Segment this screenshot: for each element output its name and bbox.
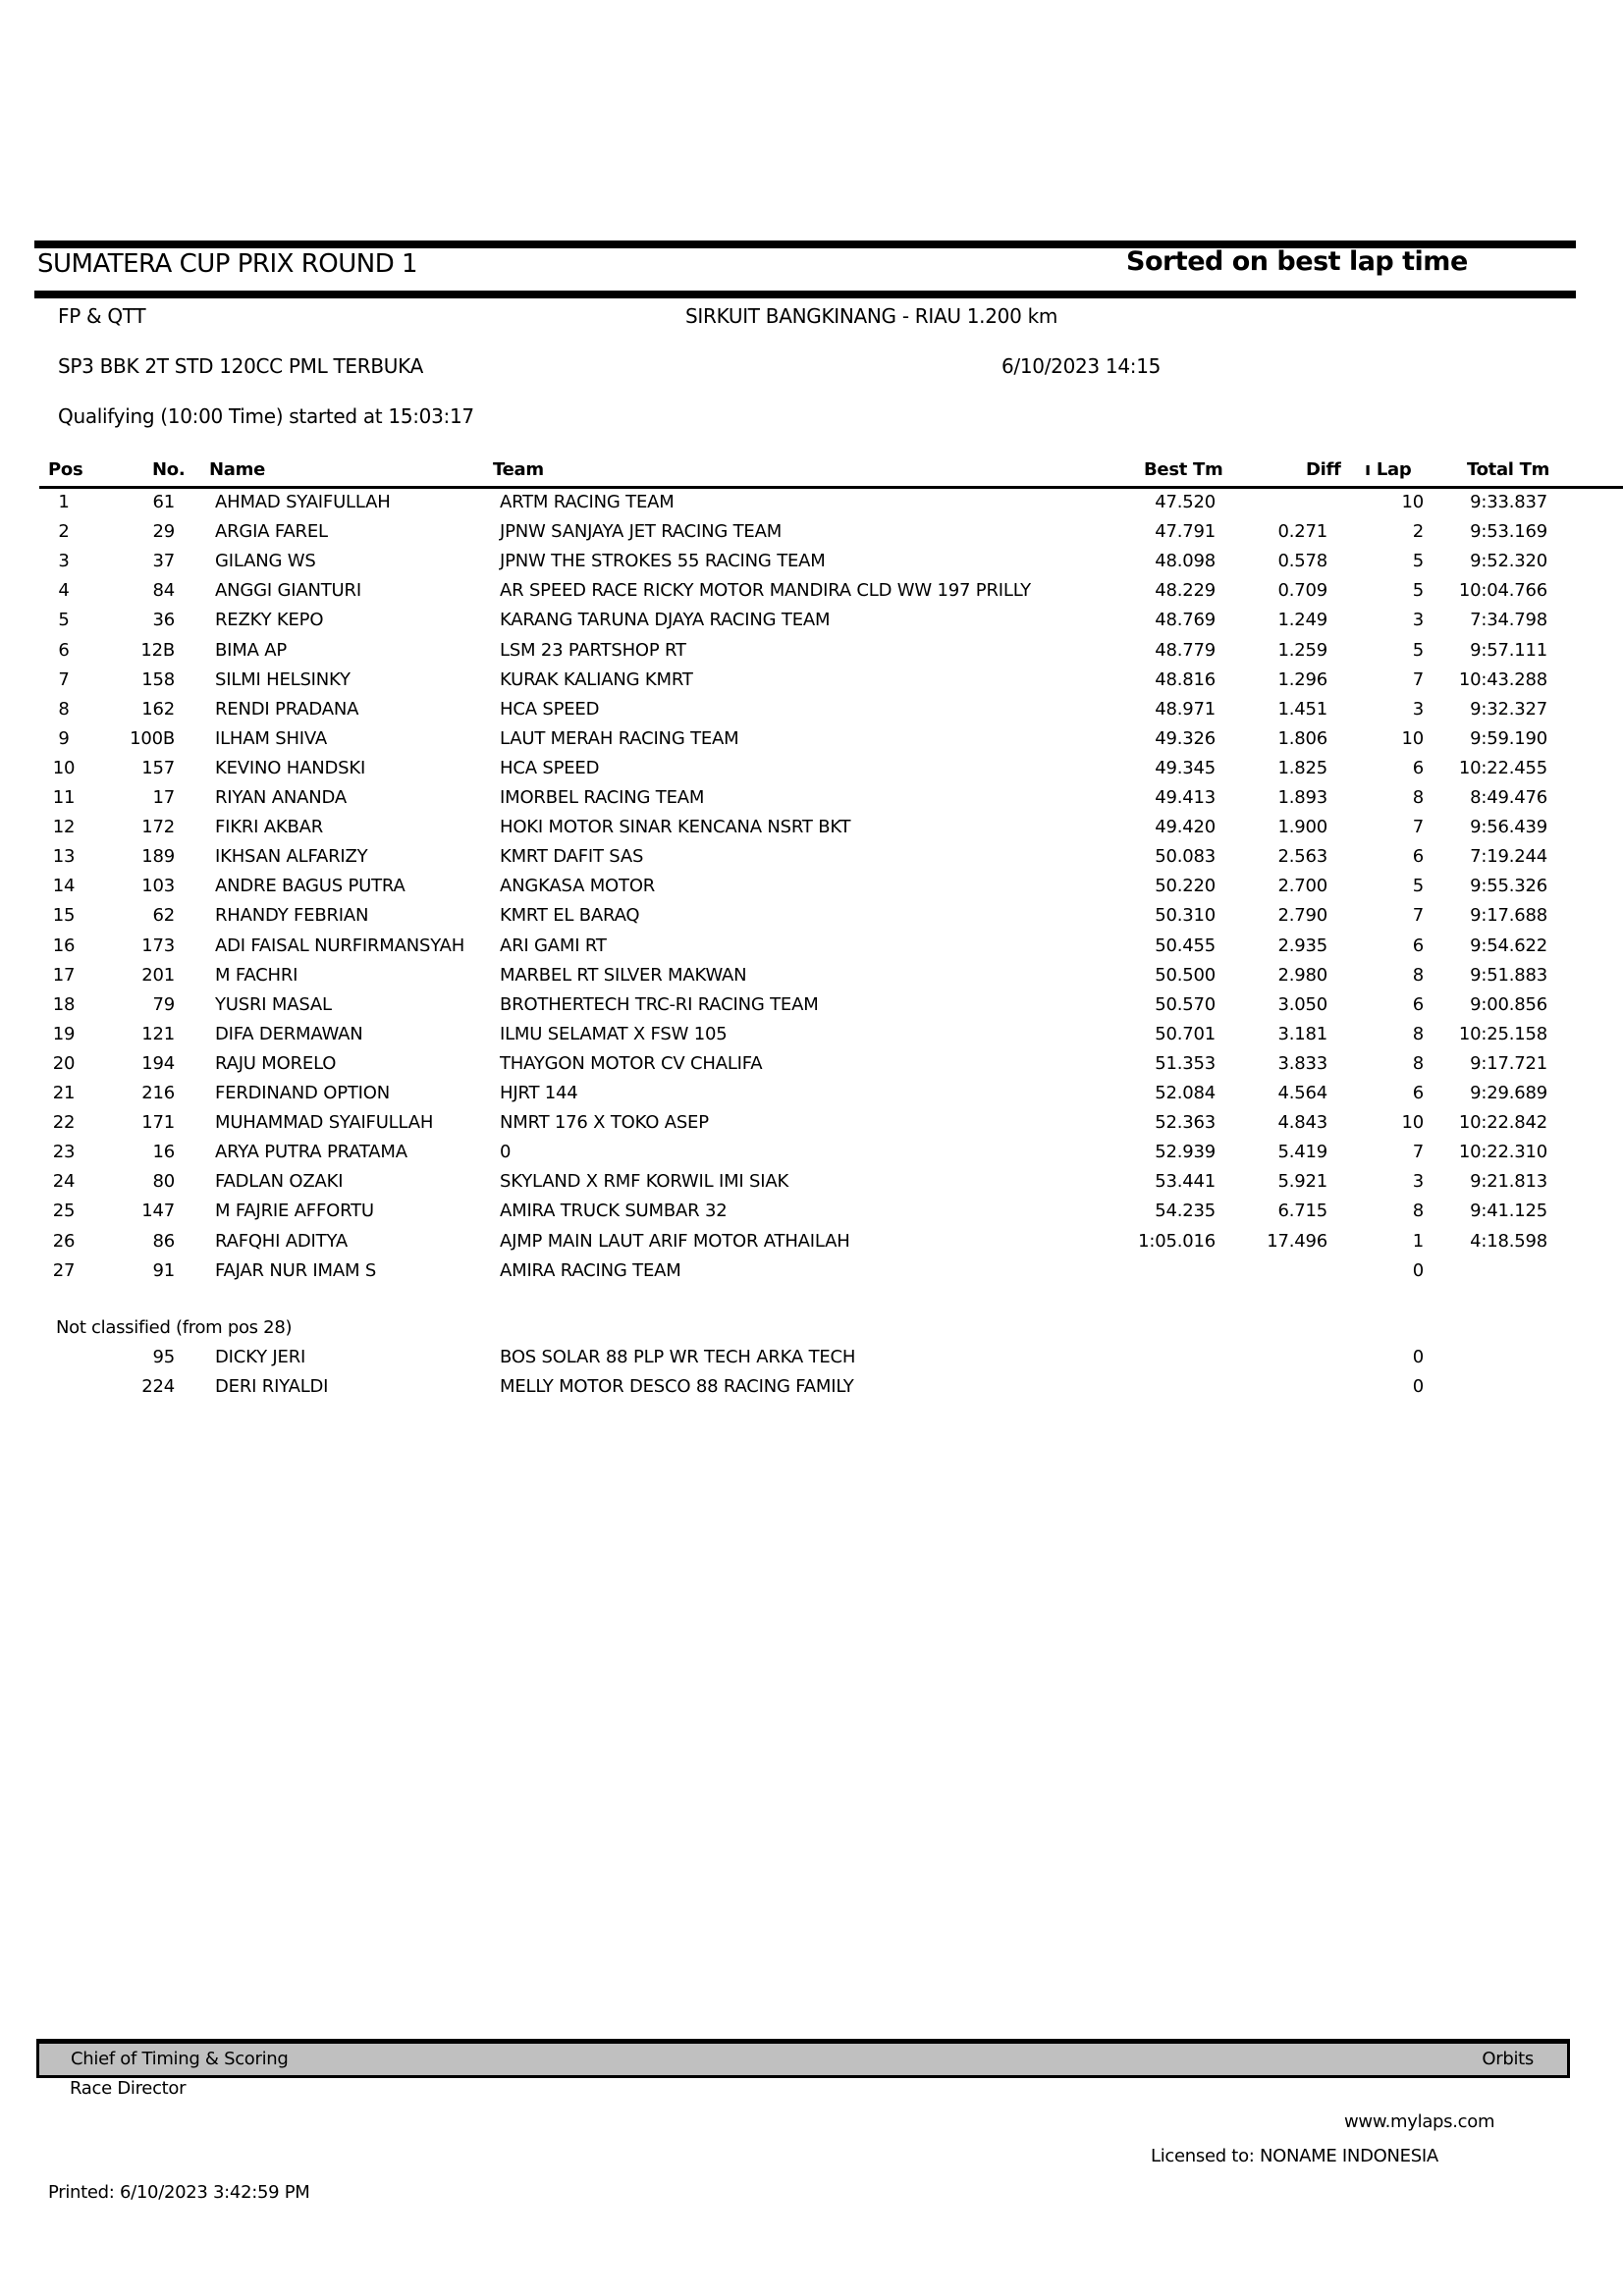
cell-name: FAJAR NUR IMAM S [215,1259,377,1281]
cell-pos: 4 [58,580,70,602]
cell-no: 189 [141,846,175,868]
cell-no: 36 [152,610,175,631]
cell-pos: 23 [52,1142,76,1163]
cell-name: RIYAN ANANDA [215,787,347,808]
table-row [0,1142,1623,1171]
circuit-info: SIRKUIT BANGKINANG - RIAU 1.200 km [685,304,1058,328]
cell-best: 47.791 [1155,521,1216,543]
signature-bar [36,2039,1570,2078]
col-header-pos: Pos [48,459,83,480]
cell-pos: 18 [52,993,76,1015]
table-row [0,1171,1623,1201]
table-row [0,876,1623,905]
cell-best: 49.345 [1155,757,1216,778]
cell-team: ANGKASA MOTOR [500,876,656,897]
cell-total: 10:22.310 [1458,1142,1547,1163]
cell-best: 50.455 [1155,934,1216,956]
cell-total: 9:41.125 [1470,1201,1547,1222]
race-director-label: Race Director [70,2078,187,2099]
cell-best: 48.779 [1155,639,1216,661]
cell-no: 158 [141,668,175,690]
cell-total: 9:33.837 [1470,492,1547,512]
cell-lap: 8 [1412,964,1424,986]
cell-diff: 0.709 [1277,580,1327,602]
cell-name: ARGIA FAREL [215,521,328,543]
cell-lap: 7 [1412,905,1424,927]
cell-team: HCA SPEED [500,757,600,778]
cell-team: 0 [500,1142,512,1163]
table-row [0,758,1623,787]
cell-diff: 1.825 [1277,757,1327,778]
cell-pos: 25 [52,1201,76,1222]
cell-lap: 6 [1412,846,1424,868]
cell-diff: 1.893 [1277,787,1327,808]
cell-diff: 6.715 [1277,1201,1327,1222]
cell-no: 86 [152,1230,175,1252]
printed-timestamp: Printed: 6/10/2023 3:42:59 PM [48,2182,310,2203]
cell-pos: 10 [52,757,76,778]
cell-best: 48.098 [1155,551,1216,572]
table-row [0,1347,1623,1376]
cell-lap: 10 [1401,1112,1424,1134]
cell-team: LAUT MERAH RACING TEAM [500,727,739,749]
col-header-best: Best Tm [1144,459,1223,480]
event-title: SUMATERA CUP PRIX ROUND 1 [37,249,418,279]
cell-team: BROTHERTECH TRC-RI RACING TEAM [500,993,819,1015]
cell-diff: 2.790 [1277,905,1327,927]
cell-team: HOKI MOTOR SINAR KENCANA NSRT BKT [500,817,851,838]
cell-team: HCA SPEED [500,698,600,720]
cell-no: 216 [141,1083,175,1103]
cell-lap: 8 [1412,787,1424,808]
cell-best: 49.420 [1155,817,1216,838]
cell-diff: 2.700 [1277,876,1327,897]
cell-pos: 22 [52,1112,76,1134]
cell-name: M FACHRI [215,964,298,986]
cell-no: 103 [141,876,175,897]
table-row [0,492,1623,521]
table-row [0,1083,1623,1112]
cell-diff: 3.833 [1277,1052,1327,1074]
cell-team: LSM 23 PARTSHOP RT [500,639,686,661]
cell-pos: 27 [52,1259,76,1281]
cell-best: 1:05.016 [1138,1230,1216,1252]
cell-best: 52.363 [1155,1112,1216,1134]
cell-total: 7:34.798 [1470,610,1547,631]
cell-name: FERDINAND OPTION [215,1083,390,1103]
cell-total: 9:00.856 [1470,993,1547,1015]
cell-no: 84 [152,580,175,602]
cell-no: 100B [130,727,175,749]
cell-pos: 8 [58,698,70,720]
table-row [0,817,1623,846]
table-row [0,610,1623,639]
cell-team: KARANG TARUNA DJAYA RACING TEAM [500,610,831,631]
cell-lap: 5 [1412,551,1424,572]
cell-best: 54.235 [1155,1201,1216,1222]
cell-diff: 4.843 [1277,1112,1327,1134]
table-row [0,846,1623,876]
cell-pos: 12 [52,817,76,838]
cell-pos: 17 [52,964,76,986]
cell-name: FIKRI AKBAR [215,817,324,838]
cell-name: GILANG WS [215,551,316,572]
cell-team: NMRT 176 X TOKO ASEP [500,1112,709,1134]
cell-lap: 6 [1412,1083,1424,1103]
cell-team: THAYGON MOTOR CV CHALIFA [500,1052,763,1074]
cell-total: 9:32.327 [1470,698,1547,720]
cell-diff: 4.564 [1277,1083,1327,1103]
cell-total: 9:53.169 [1470,521,1547,543]
cell-total: 9:56.439 [1470,817,1547,838]
session-info: Qualifying (10:00 Time) started at 15:03:17 [58,404,474,428]
cell-lap: 10 [1401,727,1424,749]
cell-no: 17 [152,787,175,808]
cell-total: 9:52.320 [1470,551,1547,572]
cell-pos: 7 [58,668,70,690]
cell-diff: 1.451 [1277,698,1327,720]
cell-lap: 3 [1412,698,1424,720]
table-row [0,1376,1623,1406]
cell-best: 50.570 [1155,993,1216,1015]
col-header-team: Team [493,459,544,480]
cell-best: 51.353 [1155,1052,1216,1074]
cell-name: FADLAN OZAKI [215,1171,344,1193]
cell-team: KMRT EL BARAQ [500,905,640,927]
cell-team: IMORBEL RACING TEAM [500,787,705,808]
cell-diff: 5.419 [1277,1142,1327,1163]
cell-total: 10:04.766 [1458,580,1547,602]
cell-no: 16 [152,1142,175,1163]
table-row [0,965,1623,994]
cell-name: ANGGI GIANTURI [215,580,361,602]
table-row [0,1231,1623,1260]
cell-total: 9:57.111 [1470,639,1547,661]
cell-lap: 8 [1412,1052,1424,1074]
cell-lap: 1 [1412,1230,1424,1252]
cell-team: MARBEL RT SILVER MAKWAN [500,964,747,986]
table-row [0,1112,1623,1142]
cell-total: 9:29.689 [1470,1083,1547,1103]
cell-team: JPNW THE STROKES 55 RACING TEAM [500,551,826,572]
cell-best: 48.229 [1155,580,1216,602]
cell-total: 7:19.244 [1470,846,1547,868]
table-row [0,728,1623,758]
cell-team: BOS SOLAR 88 PLP WR TECH ARKA TECH [500,1347,856,1367]
cell-no: 95 [152,1347,175,1367]
cell-diff: 1.806 [1277,727,1327,749]
cell-lap: 7 [1412,668,1424,690]
cell-no: 224 [141,1376,175,1398]
cell-lap: 0 [1412,1259,1424,1281]
cell-total: 10:22.455 [1458,757,1547,778]
website-link[interactable]: www.mylaps.com [1344,2111,1495,2132]
table-row [0,640,1623,669]
cell-total: 9:17.721 [1470,1052,1547,1074]
cell-team: AMIRA TRUCK SUMBAR 32 [500,1201,728,1222]
sort-label: Sorted on best lap time [1126,246,1468,277]
cell-no: 147 [141,1201,175,1222]
cell-total: 9:59.190 [1470,727,1547,749]
cell-no: 37 [152,551,175,572]
cell-best: 48.769 [1155,610,1216,631]
cell-total: 9:51.883 [1470,964,1547,986]
col-header-lap: ı Lap [1365,459,1412,480]
cell-no: 201 [141,964,175,986]
cell-best: 47.520 [1155,492,1216,512]
col-header-no: No. [152,459,186,480]
cell-diff: 1.249 [1277,610,1327,631]
cell-name: ANDRE BAGUS PUTRA [215,876,406,897]
cell-no: 173 [141,934,175,956]
col-header-name: Name [209,459,265,480]
header-bottom-rule [34,291,1576,298]
cell-pos: 15 [52,905,76,927]
cell-no: 29 [152,521,175,543]
table-row [0,994,1623,1024]
cell-diff: 0.578 [1277,551,1327,572]
cell-pos: 1 [58,492,70,512]
table-row [0,580,1623,610]
cell-diff: 17.496 [1267,1230,1327,1252]
cell-pos: 6 [58,639,70,661]
cell-lap: 0 [1412,1376,1424,1398]
cell-total: 9:21.813 [1470,1171,1547,1193]
cell-name: RHANDY FEBRIAN [215,905,369,927]
cell-name: BIMA AP [215,639,287,661]
cell-lap: 6 [1412,757,1424,778]
cell-lap: 7 [1412,1142,1424,1163]
cell-no: 91 [152,1259,175,1281]
cell-team: SKYLAND X RMF KORWIL IMI SIAK [500,1171,789,1193]
cell-diff: 1.900 [1277,817,1327,838]
cell-no: 12B [140,639,175,661]
cell-team: ILMU SELAMAT X FSW 105 [500,1023,728,1044]
cell-lap: 5 [1412,639,1424,661]
chief-timing-label: Chief of Timing & Scoring [71,2049,289,2069]
cell-name: YUSRI MASAL [215,993,332,1015]
table-row [0,1201,1623,1230]
cell-pos: 14 [52,876,76,897]
cell-no: 79 [152,993,175,1015]
cell-name: RAFQHI ADITYA [215,1230,348,1252]
cell-lap: 5 [1412,580,1424,602]
cell-name: REZKY KEPO [215,610,324,631]
cell-best: 52.939 [1155,1142,1216,1163]
cell-total: 9:54.622 [1470,934,1547,956]
cell-lap: 3 [1412,610,1424,631]
table-row [0,1024,1623,1053]
cell-diff: 2.980 [1277,964,1327,986]
table-row [0,699,1623,728]
table-row [0,669,1623,699]
cell-name: DIFA DERMAWAN [215,1023,363,1044]
cell-pos: 5 [58,610,70,631]
class-name: SP3 BBK 2T STD 120CC PML TERBUKA [58,354,423,378]
col-header-diff: Diff [1306,459,1341,480]
cell-lap: 7 [1412,817,1424,838]
cell-no: 194 [141,1052,175,1074]
cell-name: ADI FAISAL NURFIRMANSYAH [215,934,465,956]
cell-diff: 2.935 [1277,934,1327,956]
cell-no: 121 [141,1023,175,1044]
cell-total: 4:18.598 [1470,1230,1547,1252]
table-row [0,1053,1623,1083]
cell-pos: 21 [52,1083,76,1103]
cell-no: 80 [152,1171,175,1193]
system-label: Orbits [1482,2049,1534,2069]
cell-lap: 10 [1401,492,1424,512]
cell-pos: 2 [58,521,70,543]
cell-team: KURAK KALIANG KMRT [500,668,693,690]
cell-best: 50.083 [1155,846,1216,868]
cell-no: 172 [141,817,175,838]
cell-lap: 8 [1412,1023,1424,1044]
cell-best: 48.971 [1155,698,1216,720]
cell-name: IKHSAN ALFARIZY [215,846,368,868]
cell-pos: 24 [52,1171,76,1193]
cell-diff: 1.296 [1277,668,1327,690]
cell-total: 9:55.326 [1470,876,1547,897]
event-datetime: 6/10/2023 14:15 [1001,354,1162,378]
cell-best: 49.326 [1155,727,1216,749]
table-header-rule [39,486,1623,489]
table-row [0,551,1623,580]
cell-team: AMIRA RACING TEAM [500,1259,681,1281]
cell-name: ILHAM SHIVA [215,727,327,749]
cell-pos: 13 [52,846,76,868]
cell-diff: 2.563 [1277,846,1327,868]
table-row [0,935,1623,965]
cell-best: 50.310 [1155,905,1216,927]
cell-name: SILMI HELSINKY [215,668,351,690]
cell-team: ARTM RACING TEAM [500,492,675,512]
cell-name: M FAJRIE AFFORTU [215,1201,374,1222]
not-classified-label: Not classified (from pos 28) [56,1317,293,1338]
cell-lap: 6 [1412,993,1424,1015]
cell-name: MUHAMMAD SYAIFULLAH [215,1112,434,1134]
cell-name: DERI RIYALDI [215,1376,329,1398]
cell-no: 157 [141,757,175,778]
table-row [0,787,1623,817]
cell-team: HJRT 144 [500,1083,578,1103]
cell-best: 50.701 [1155,1023,1216,1044]
cell-lap: 3 [1412,1171,1424,1193]
table-row [0,905,1623,934]
cell-diff: 0.271 [1277,521,1327,543]
cell-total: 10:43.288 [1458,668,1547,690]
cell-pos: 19 [52,1023,76,1044]
cell-pos: 26 [52,1230,76,1252]
cell-total: 8:49.476 [1470,787,1547,808]
cell-diff: 5.921 [1277,1171,1327,1193]
table-row [0,1260,1623,1290]
cell-name: RENDI PRADANA [215,698,359,720]
cell-pos: 11 [52,787,76,808]
cell-best: 48.816 [1155,668,1216,690]
col-header-total: Total Tm [1467,459,1550,480]
session-type: FP & QTT [58,304,146,328]
cell-no: 171 [141,1112,175,1134]
license-info: Licensed to: NONAME INDONESIA [1151,2146,1438,2166]
table-row [0,521,1623,551]
cell-total: 10:22.842 [1458,1112,1547,1134]
cell-best: 49.413 [1155,787,1216,808]
cell-pos: 20 [52,1052,76,1074]
cell-name: ARYA PUTRA PRATAMA [215,1142,407,1163]
cell-team: AJMP MAIN LAUT ARIF MOTOR ATHAILAH [500,1230,850,1252]
cell-pos: 3 [58,551,70,572]
cell-pos: 9 [58,727,70,749]
cell-lap: 5 [1412,876,1424,897]
cell-team: JPNW SANJAYA JET RACING TEAM [500,521,783,543]
cell-lap: 0 [1412,1347,1424,1367]
cell-name: KEVINO HANDSKI [215,757,366,778]
cell-diff: 3.181 [1277,1023,1327,1044]
cell-no: 62 [152,905,175,927]
cell-name: RAJU MORELO [215,1052,337,1074]
cell-pos: 16 [52,934,76,956]
cell-name: DICKY JERI [215,1347,306,1367]
cell-total: 10:25.158 [1458,1023,1547,1044]
cell-diff: 3.050 [1277,993,1327,1015]
cell-lap: 8 [1412,1201,1424,1222]
cell-team: AR SPEED RACE RICKY MOTOR MANDIRA CLD WW 197 PRILLY [500,580,1031,602]
cell-best: 52.084 [1155,1083,1216,1103]
cell-diff: 1.259 [1277,639,1327,661]
cell-team: MELLY MOTOR DESCO 88 RACING FAMILY [500,1376,854,1398]
cell-best: 53.441 [1155,1171,1216,1193]
cell-total: 9:17.688 [1470,905,1547,927]
cell-team: KMRT DAFIT SAS [500,846,644,868]
cell-no: 162 [141,698,175,720]
cell-no: 61 [152,492,175,512]
cell-best: 50.220 [1155,876,1216,897]
cell-best: 50.500 [1155,964,1216,986]
cell-lap: 6 [1412,934,1424,956]
cell-lap: 2 [1412,521,1424,543]
cell-name: AHMAD SYAIFULLAH [215,492,391,512]
cell-team: ARI GAMI RT [500,934,607,956]
